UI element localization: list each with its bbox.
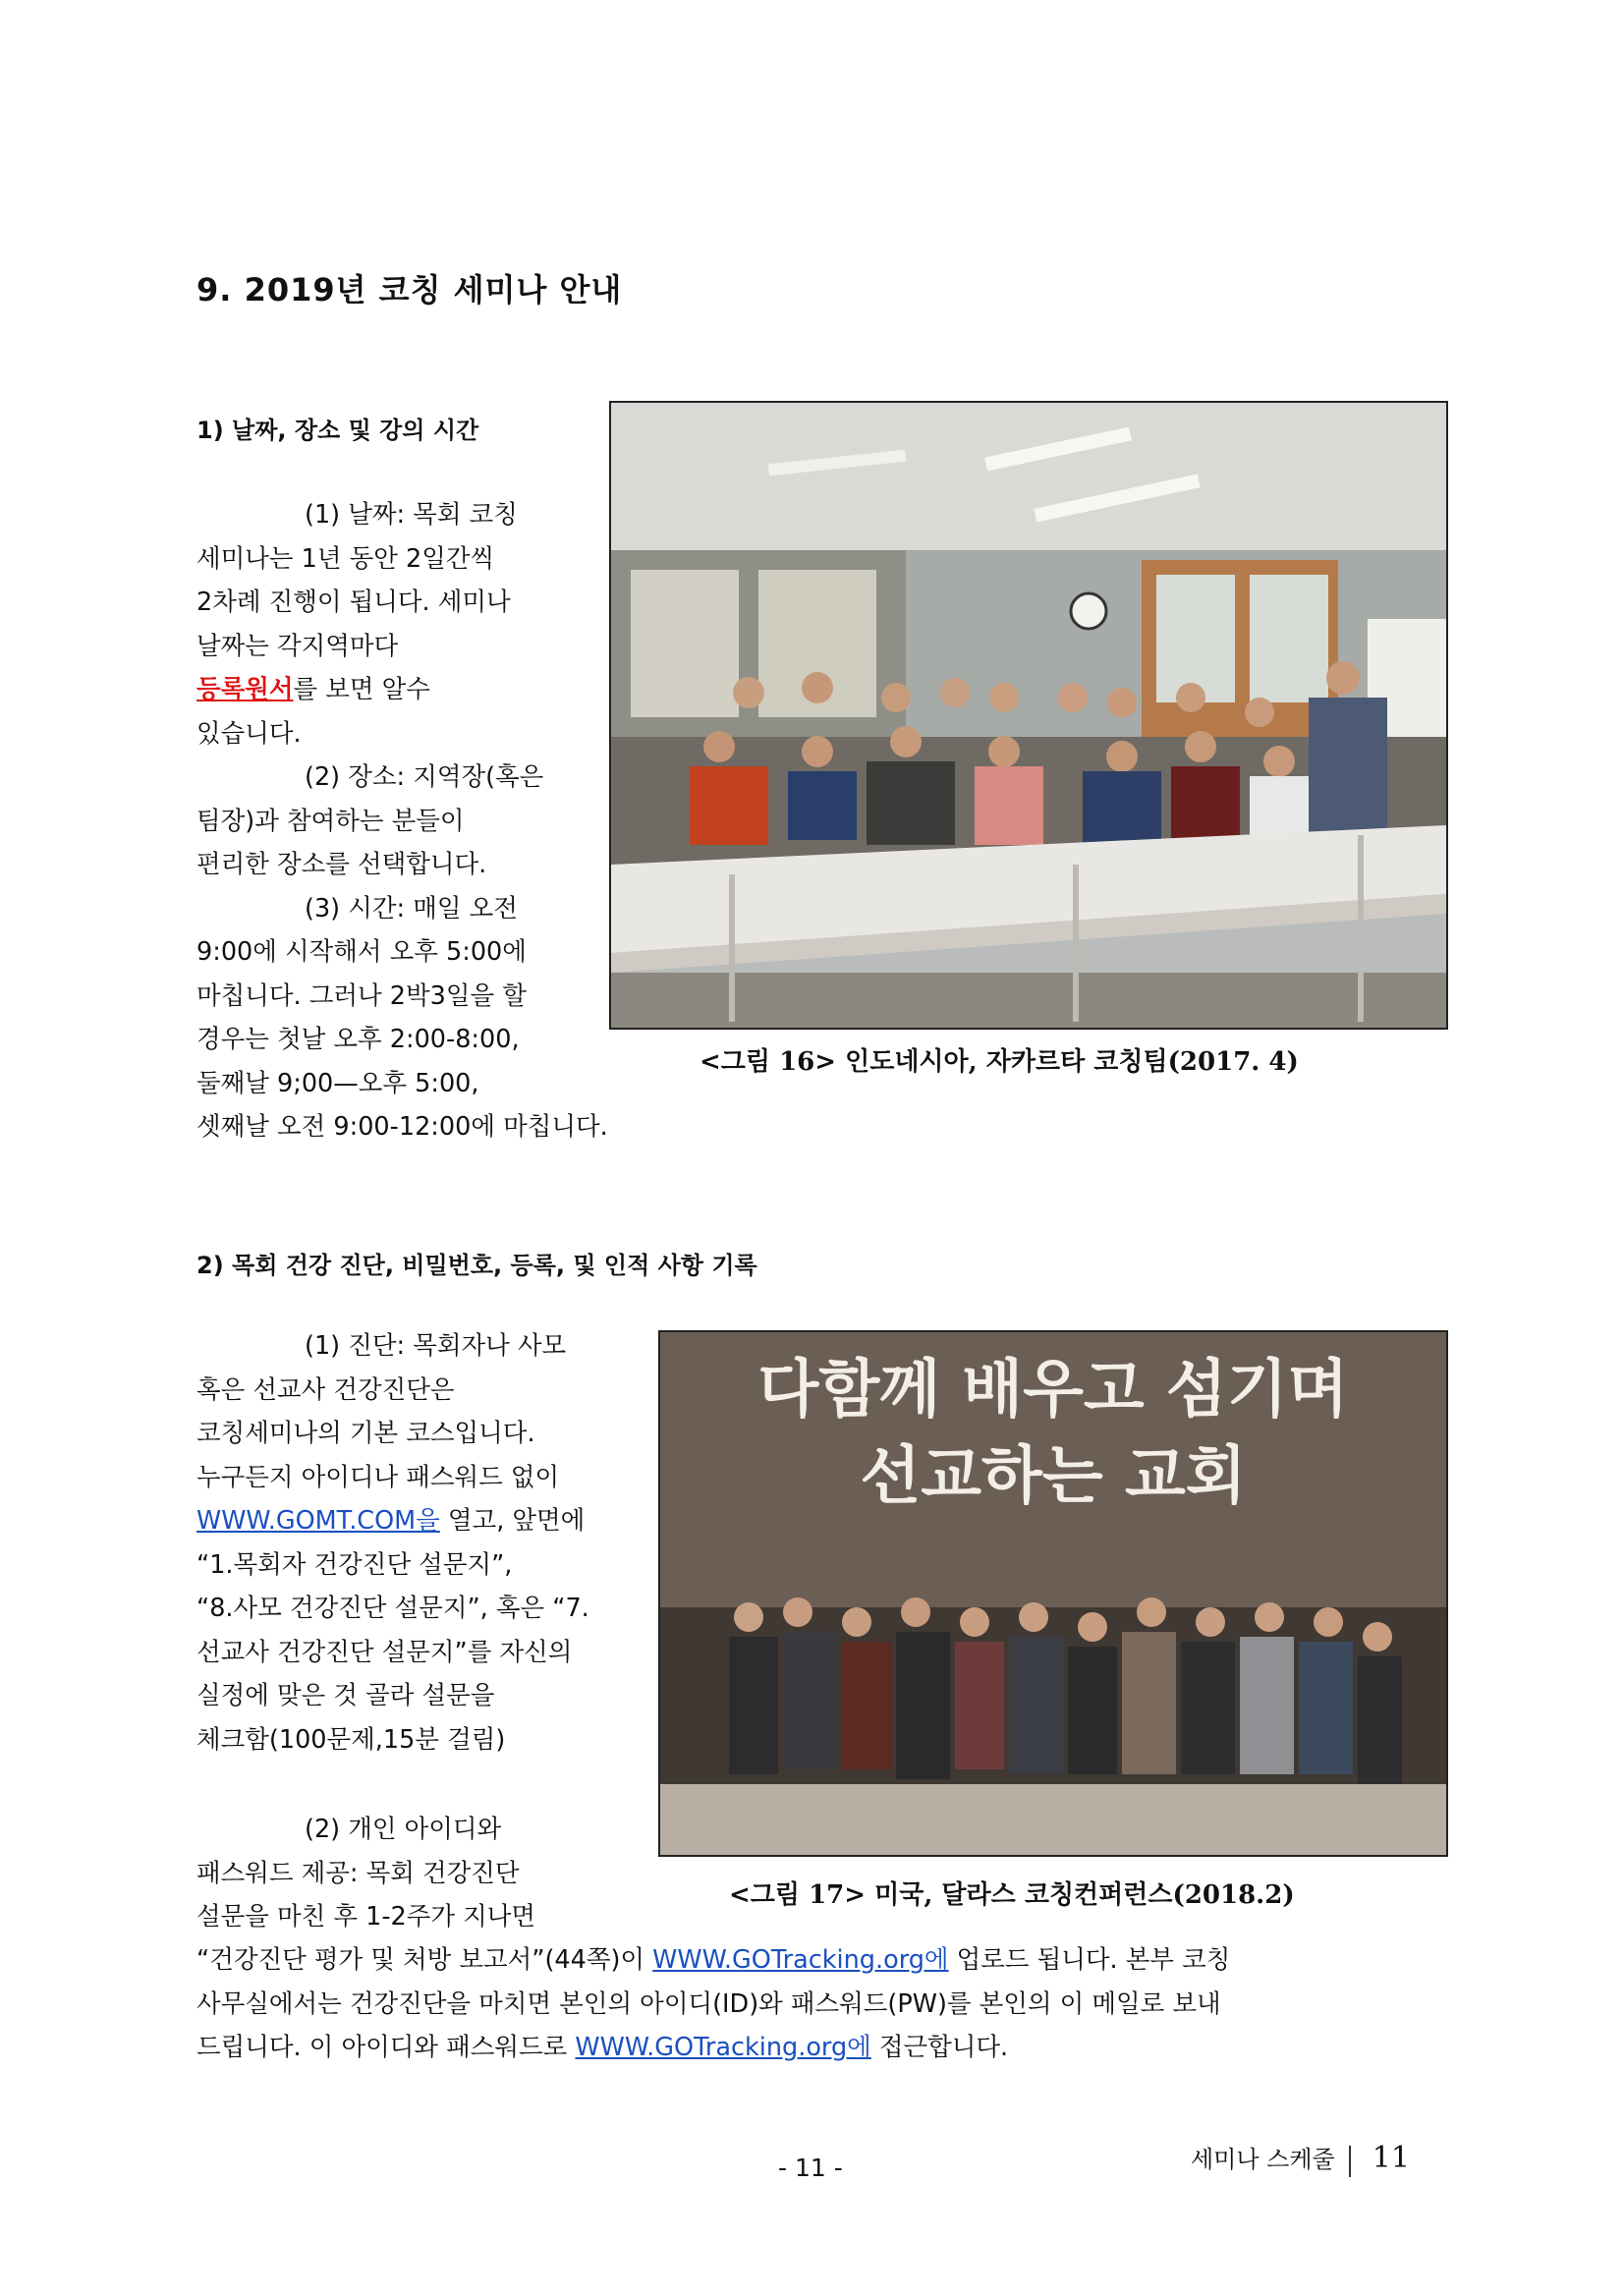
para-line: 드립니다. 이 아이디와 패스워드로 WWW.GOTracking.org에 접근합니다. [196,2033,1009,2062]
para-line: (1) 진단: 목회자나 사모 [305,1331,567,1361]
registration-form-link[interactable]: 등록원서 [196,675,294,704]
para-line: 있습니다. [196,718,302,749]
diagnosis-paragraph [196,1324,589,1762]
para-line: 9:00에 시작해서 오후 5:00에 [196,937,527,967]
subsection-title-schedule: 1) 날짜, 장소 및 강의 시간 [196,417,479,444]
figure-16-caption: <그림 16> 인도네시아, 자카르타 코칭팀(2017. 4) [700,1047,1299,1077]
para-line: 혹은 선교사 건강진단은 [196,1374,455,1405]
para-line: 선교사 건강진단 설문지”를 자신의 [196,1637,573,1667]
para-line: 마칩니다. 그러나 2박3일을 할 [196,980,527,1011]
id-password-paragraph [196,1808,535,1939]
para-line: (1) 날짜: 목회 코칭 [305,500,518,530]
para-line: 둘째날 9;00—오후 5:00, [196,1068,479,1098]
para-line: WWW.GOMT.COM을 열고, 앞면에 [196,1506,586,1536]
para-line: 셋째날 오전 9:00-12:00에 마칩니다. [196,1112,608,1142]
para-line: 세미나는 1년 동안 2일간씩 [196,543,495,574]
photo-jakarta-image [611,403,1446,1028]
para-line: 코칭세미나의 기본 코스입니다. [196,1419,535,1448]
para-line: (3) 시간: 매일 오전 [305,893,518,924]
para-line: 체크함(100문제,15분 걸림) [196,1724,506,1755]
para-line: 누구든지 아이디나 패스워드 없이 [196,1462,560,1492]
para-line: 팀장)과 참여하는 분들이 [196,806,465,836]
running-title: 세미나 스케줄 [1191,2146,1335,2173]
schedule-paragraph [196,493,608,1149]
running-footer [1191,2140,1410,2177]
banner-text-line2: 선교하는 교회 [860,1440,1247,1513]
gotracking-link[interactable]: WWW.GOTracking.org에 [652,1945,949,1975]
para-line: (2) 개인 아이디와 [305,1815,502,1844]
figure-17-caption: <그림 17> 미국, 달라스 코칭컨퍼런스(2018.2) [729,1880,1295,1910]
para-line: 실정에 맞은 것 골라 설문을 [196,1681,495,1710]
page-number-center: - 11 - [778,2154,843,2182]
banner-text-line1: 다함께 배우고 섬기며 [757,1354,1349,1427]
para-line: 경우는 첫날 오후 2:00-8:00, [196,1025,520,1054]
page-number: 11 [1372,2141,1410,2175]
gotracking-link[interactable]: WWW.GOTracking.org에 [575,2033,871,2062]
para-line: 편리한 장소를 선택합니다. [196,850,487,879]
para-line: 사무실에서는 건강진단을 마치면 본인의 아이디(ID)와 패스워드(PW)를 본인의 이 메일로 보내 [196,1988,1221,2019]
para-line: 날짜는 각지역마다 [196,631,399,661]
para-line: “8.사모 건강진단 설문지”, 혹은 “7. [196,1594,589,1623]
para-line: “1.목회자 건강진단 설문지”, [196,1549,513,1580]
photo-dallas-conference [658,1330,1448,1857]
para-line: (2) 장소: 지역장(혹은 [305,762,544,792]
footer-divider [1349,2146,1351,2177]
gomt-link[interactable]: WWW.GOMT.COM을 [196,1506,440,1536]
para-line: 2차례 진행이 됩니다. 세미나 [196,588,511,617]
photo-dallas-image [660,1332,1446,1855]
para-line: 등록원서를 보면 알수 [196,675,430,704]
para-line: 설문을 마친 후 1-2주가 지나면 [196,1902,536,1932]
para-line: 패스워드 제공: 목회 건강진단 [196,1858,520,1888]
para-line: “건강진단 평가 및 처방 보고서”(44쪽)이 WWW.GOTracking.org에 업로드 됩니다. 본부 코칭 [196,1945,1231,1975]
photo-jakarta-coaching-team [609,401,1448,1030]
subsection-title-diagnosis: 2) 목회 건강 진단, 비밀번호, 등록, 및 인적 사항 기록 [196,1252,757,1279]
section-heading: 9. 2019년 코칭 세미나 안내 [196,271,623,308]
report-paragraph [196,1938,1230,2070]
